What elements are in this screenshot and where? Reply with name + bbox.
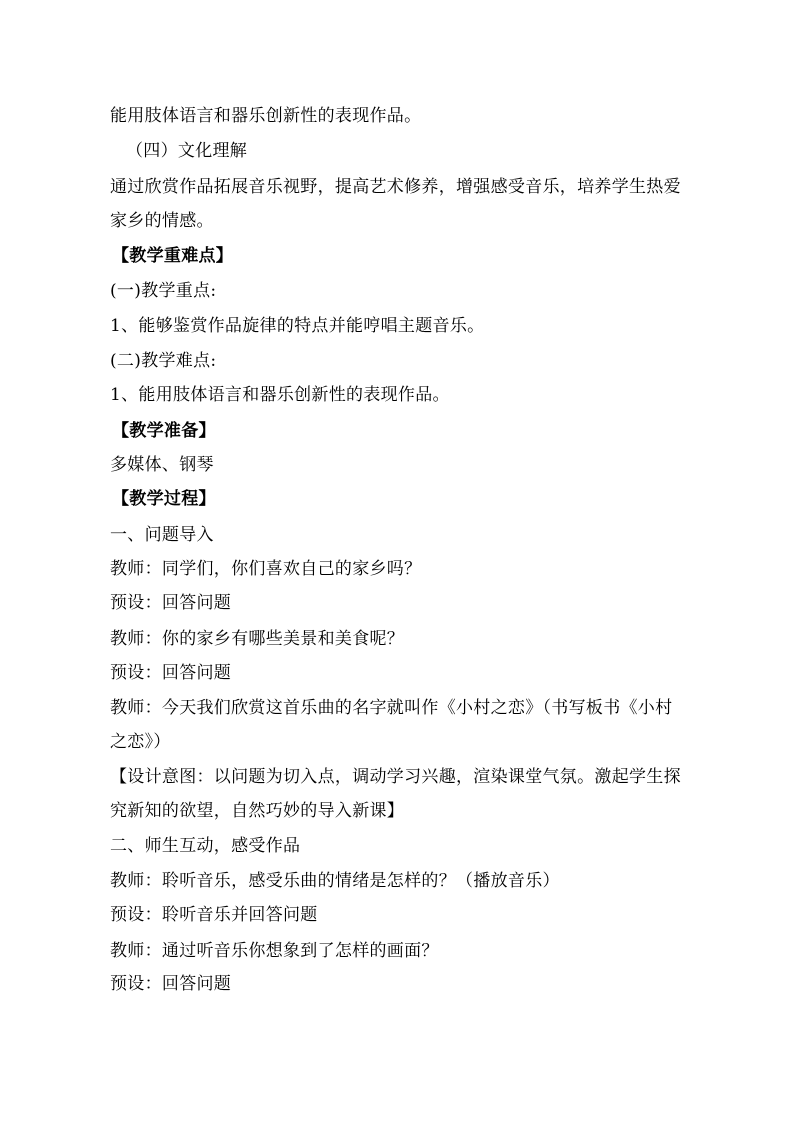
dialogue-line: 预设：聆听音乐并回答问题	[110, 905, 318, 925]
dialogue-line: 预设：回答问题	[110, 663, 232, 683]
sub-heading: 二、师生互动，感受作品	[110, 836, 301, 856]
dialogue-line: 预设：回答问题	[110, 974, 232, 994]
dialogue-line: 之恋》）	[110, 732, 171, 752]
dialogue-line: 教师：今天我们欣赏这首乐曲的名字就叫作《小村之恋》（书写板书《小村	[110, 698, 673, 718]
dialogue-line: 教师：同学们，你们喜欢自己的家乡吗？	[110, 559, 422, 579]
dialogue-line: 教师：你的家乡有哪些美景和美食呢？	[110, 629, 405, 649]
paragraph-line: 1、能够鉴赏作品旋律的特点并能哼唱主题音乐。	[110, 316, 485, 336]
paragraph-line: 家乡的情感。	[110, 211, 214, 231]
sub-heading: (一)教学重点:	[110, 281, 217, 301]
section-heading: 【教学准备】	[112, 421, 216, 441]
paragraph-line: 1、能用肢体语言和器乐创新性的表现作品。	[110, 385, 450, 405]
paragraph-line: 多媒体、钢琴	[110, 455, 214, 475]
design-note-line: 【设计意图：以问题为切入点，调动学习兴趣，渲染课堂气氛。激起学生探	[110, 767, 681, 787]
dialogue-line: 教师：聆听音乐，感受乐曲的情绪是怎样的？（播放音乐）	[110, 871, 560, 891]
sub-heading: 一、问题导入	[110, 525, 214, 545]
section-subheading: （四）文化理解	[126, 141, 248, 161]
section-heading: 【教学重难点】	[112, 246, 234, 266]
dialogue-line: 教师：通过听音乐你想象到了怎样的画面？	[110, 941, 439, 961]
design-note-line: 究新知的欲望，自然巧妙的导入新课】	[110, 801, 405, 821]
sub-heading: (二)教学难点:	[110, 351, 217, 371]
section-heading: 【教学过程】	[112, 489, 216, 509]
dialogue-line: 预设：回答问题	[110, 593, 232, 613]
paragraph-line: 通过欣赏作品拓展音乐视野，提高艺术修养，增强感受音乐，培养学生热爱	[110, 177, 681, 197]
paragraph-line: 能用肢体语言和器乐创新性的表现作品。	[110, 106, 422, 126]
